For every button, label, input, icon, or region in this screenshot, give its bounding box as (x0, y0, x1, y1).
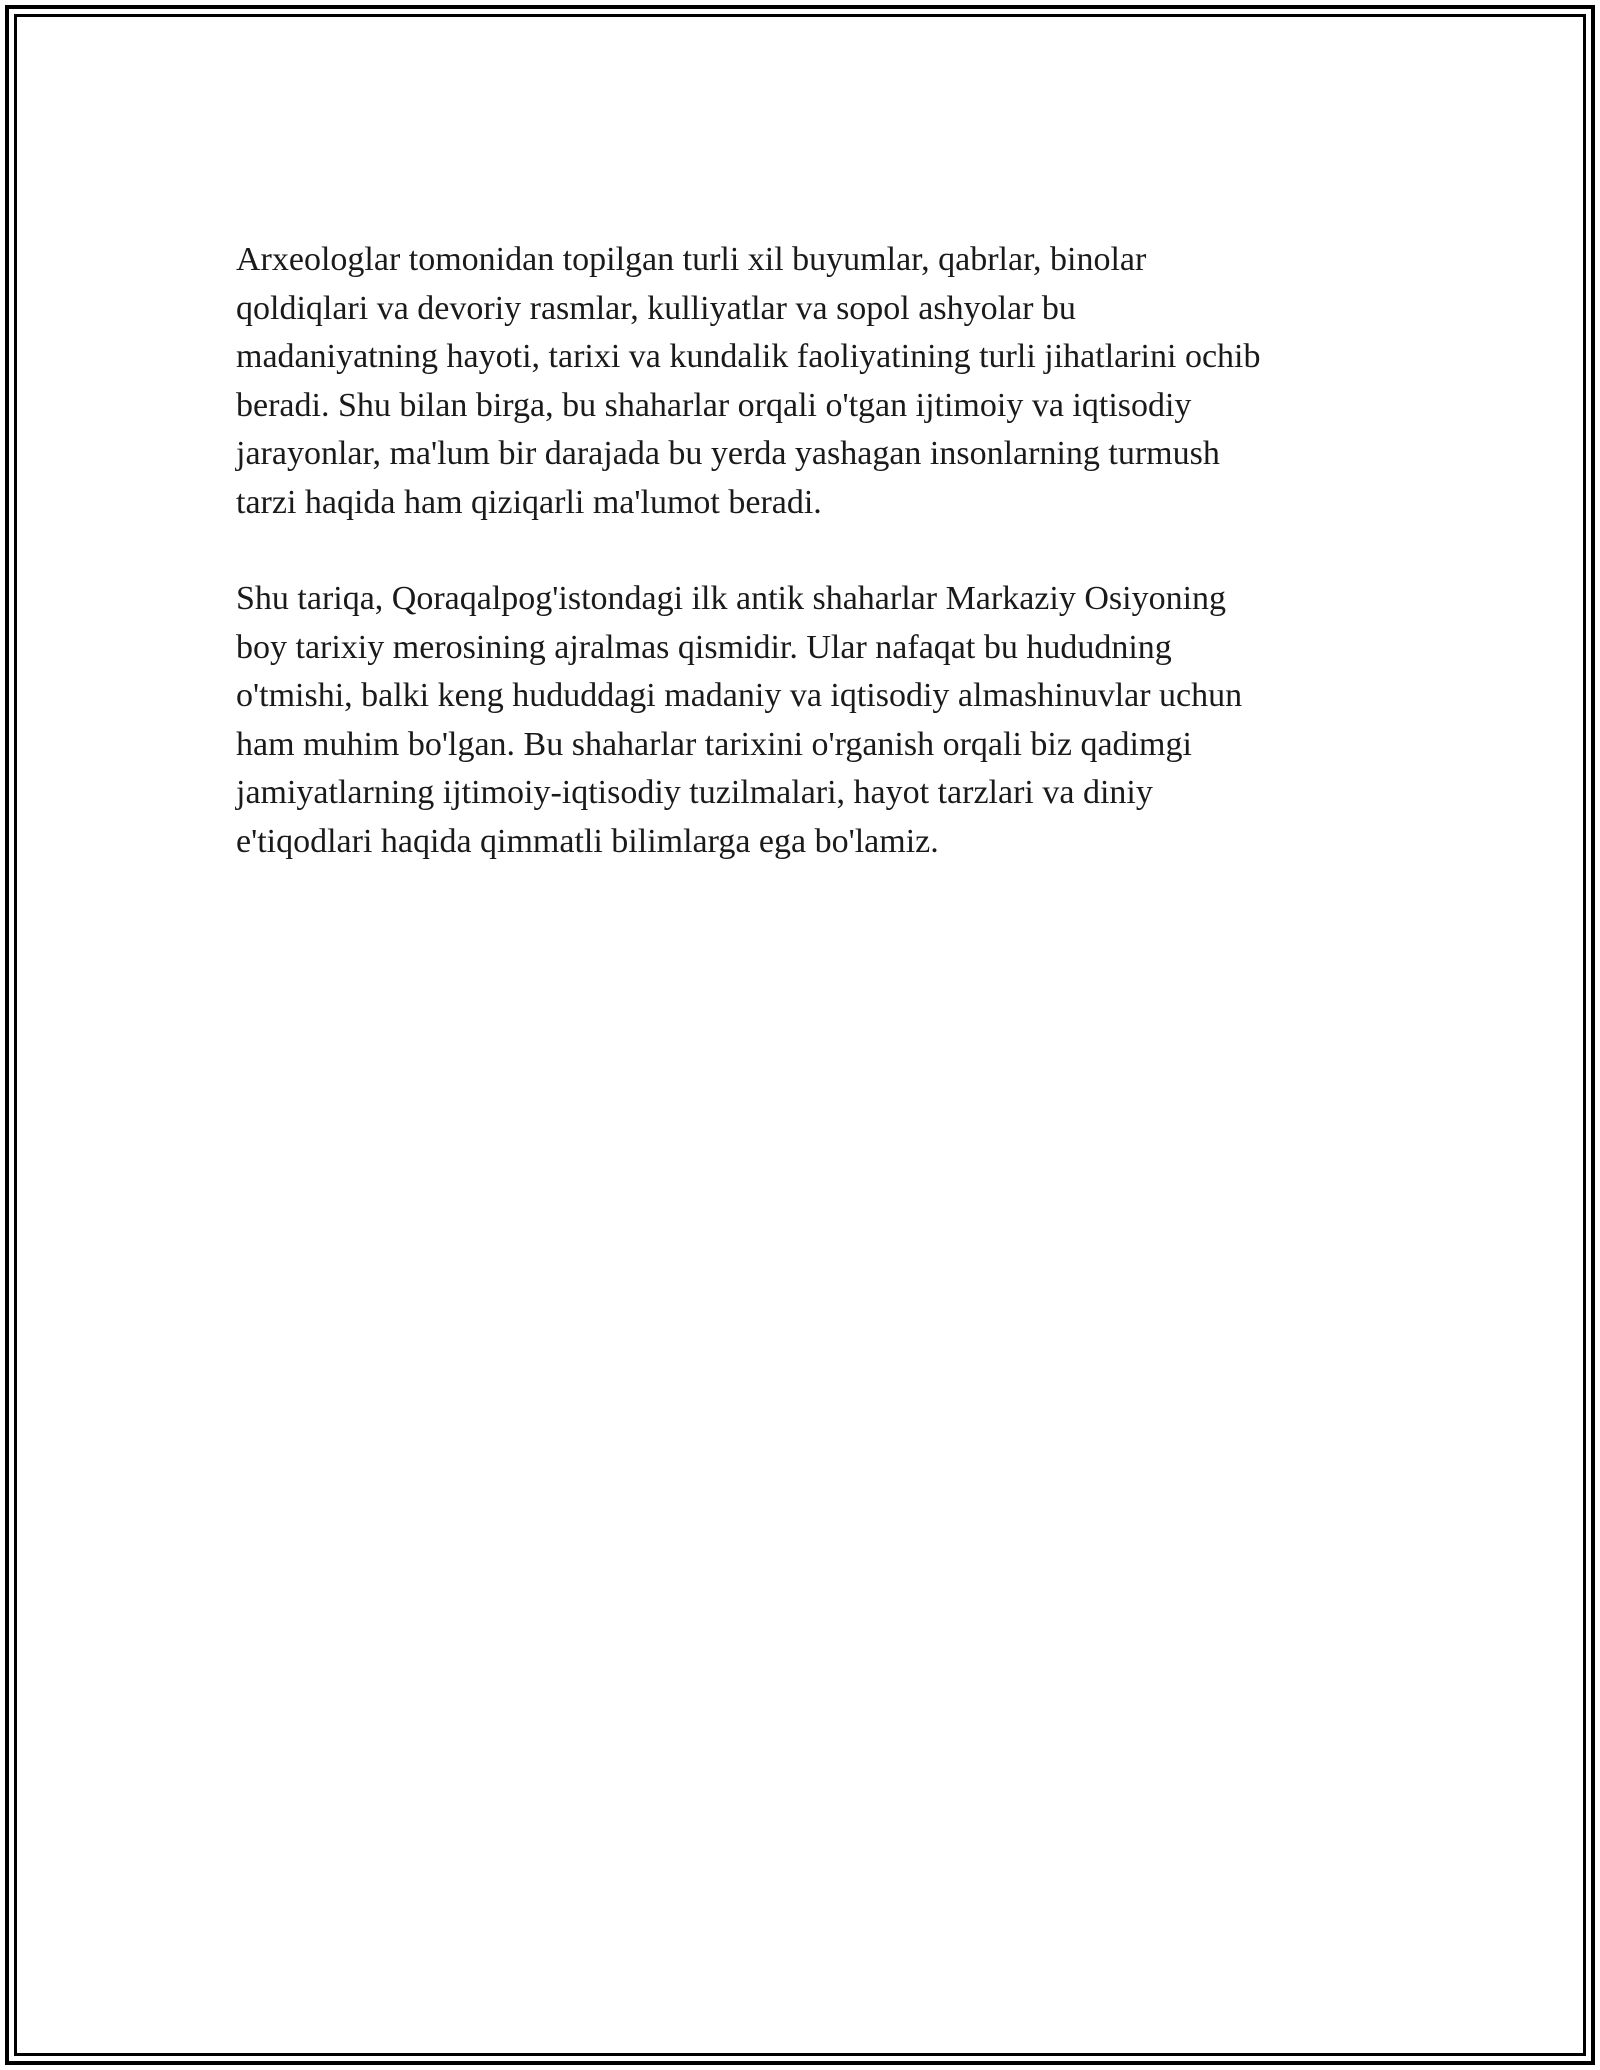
paragraph-2 (236, 575, 1366, 866)
text-line: o'tmishi, balki keng hududdagi madaniy va iqtisodiy almashinuvlar uchun (236, 677, 1243, 714)
text-line: jamiyatlarning ijtimoiy-iqtisodiy tuzilmalari, hayot tarzlari va diniy (236, 774, 1153, 811)
text-line: qoldiqlari va devoriy rasmlar, kulliyatlar va sopol ashyolar bu (236, 289, 1076, 327)
text-line: ham muhim bo'lgan. Bu shaharlar tarixini o'rganish orqali biz qadimgi (236, 725, 1192, 763)
text-line: tarzi haqida ham qiziqarli ma'lumot beradi. (236, 483, 822, 521)
text-line: beradi. Shu bilan birga, bu shaharlar orqali o'tgan ijtimoiy va iqtisodiy (236, 386, 1192, 424)
text-line: Arxeologlar tomonidan topilgan turli xil buyumlar, qabrlar, binolar (236, 241, 1147, 278)
text-line: jarayonlar, ma'lum bir darajada bu yerda yashagan insonlarning turmush (236, 435, 1220, 472)
text-line: Shu tariqa, Qoraqalpog'istondagi ilk antik shaharlar Markaziy Osiyoning (236, 580, 1227, 617)
document-body (236, 236, 1366, 866)
text-line: madaniyatning hayoti, tarixi va kundalik faoliyatining turli jihatlarini ochib (236, 338, 1261, 375)
text-line: boy tarixiy merosining ajralmas qismidir. Ular nafaqat bu hududning (236, 628, 1172, 666)
paragraph-1 (236, 236, 1366, 527)
text-line: e'tiqodlari haqida qimmatli bilimlarga ega bo'lamiz. (236, 822, 939, 860)
